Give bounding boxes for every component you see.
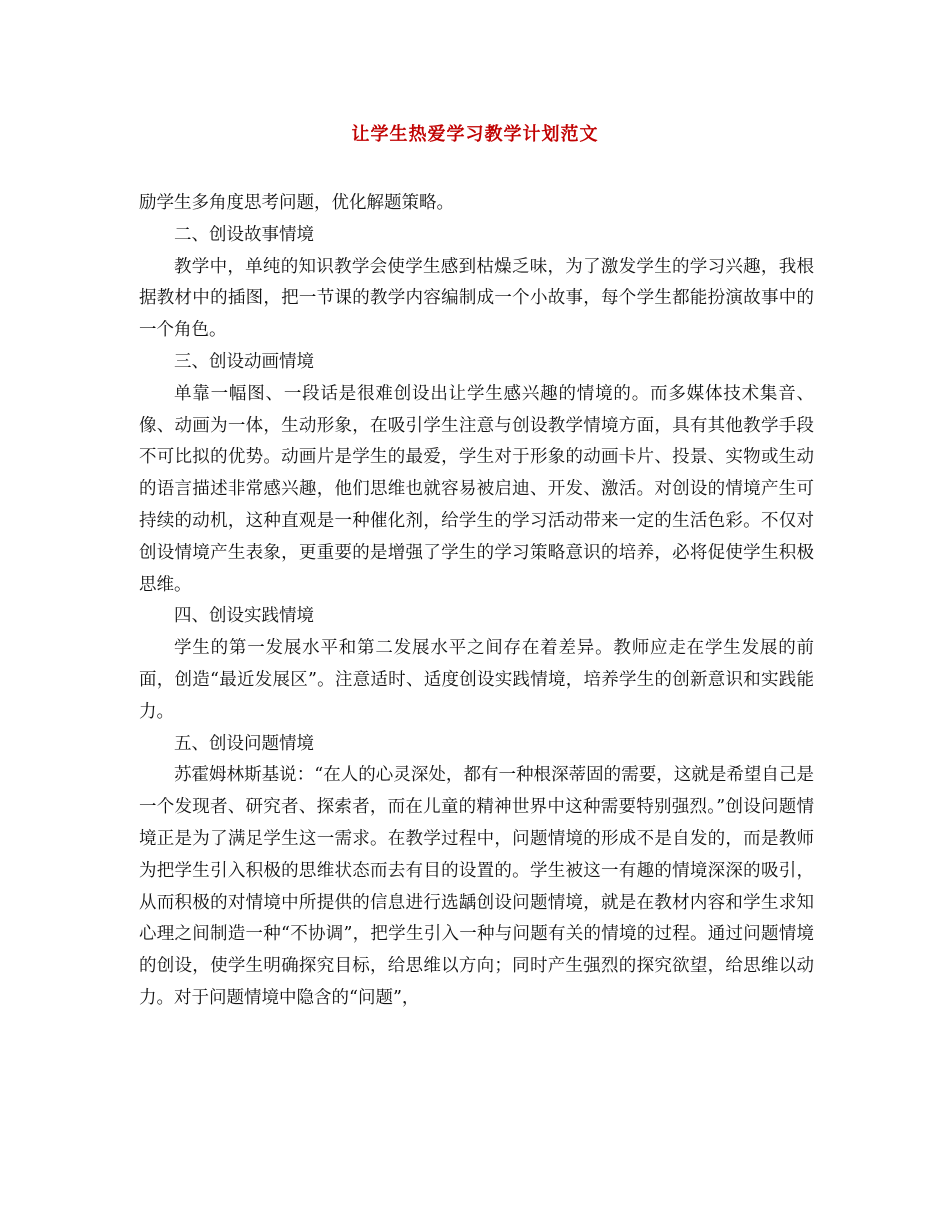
paragraph: 教学中，单纯的知识教学会使学生感到枯燥乏味，为了激发学生的学习兴趣，我根据教材中的插图，把一节课的教学内容编制成一个小故事，每个学生都能扮演故事中的一个角色。 xyxy=(139,256,814,341)
paragraph: 单靠一幅图、一段话是很难创设出让学生感兴趣的情境的。而多媒体技术集音、像、动画为一体，生动形象，在吸引学生注意与创设教学情境方面，具有其他教学手段不可比拟的优势。动画片是学生的最爱，学生对于形象的动画卡片、投景、实物或生动的语言描述非常感兴趣，他们思维也就容易被启迪、开发、激活。对创设的情境产生可持续的动机，这种直观是一种催化剂，给学生的学习活动带来一定的生活色彩。不仅对创设情境产生表象，更重要的是增强了学生的学习策略意识的培养，必将促使学生积极思维。 xyxy=(139,383,814,595)
section-heading: 四、创设实践情境 xyxy=(174,606,314,627)
document-title: 让学生热爱学习教学计划范文 xyxy=(351,124,599,145)
section-heading: 三、创设动画情境 xyxy=(174,351,314,372)
paragraph: 学生的第一发展水平和第二发展水平之间存在着差异。教师应走在学生发展的前面，创造“最近发展区”。注意适时、适度创设实践情境，培养学生的创新意识和实践能力。 xyxy=(139,638,814,722)
section-heading: 二、创设故事情境 xyxy=(174,224,314,245)
paragraph: 励学生多角度思考问题，优化解题策略。 xyxy=(139,193,454,213)
document-body xyxy=(139,188,814,1015)
paragraph: 苏霍姆林斯基说：“在人的心灵深处，都有一种根深蒂固的需要，这就是希望自己是一个发现者、研究者、探索者，而在儿童的精神世界中这种需要特别强烈。”创设问题情境正是为了满足学生这一需求。在教学过程中，问题情境的形成不是自发的，而是教师为把学生引入积极的思维状态而去有目的设置的。学生被这一有趣的情境深深的吸引，从而积极的对情境中所提供的信息进行选龋创设问题情境，就是在教材内容和学生求知心理之间制造一种“不协调”，把学生引入一种与问题有关的情境的过程。通过问题情境的创设，使学生明确探究目标，给思维以方向；同时产生强烈的探究欲望，给思维以动力。对于问题情境中隐含的“问题”， xyxy=(139,765,814,1008)
section-heading: 五、创设问题情境 xyxy=(174,733,314,754)
